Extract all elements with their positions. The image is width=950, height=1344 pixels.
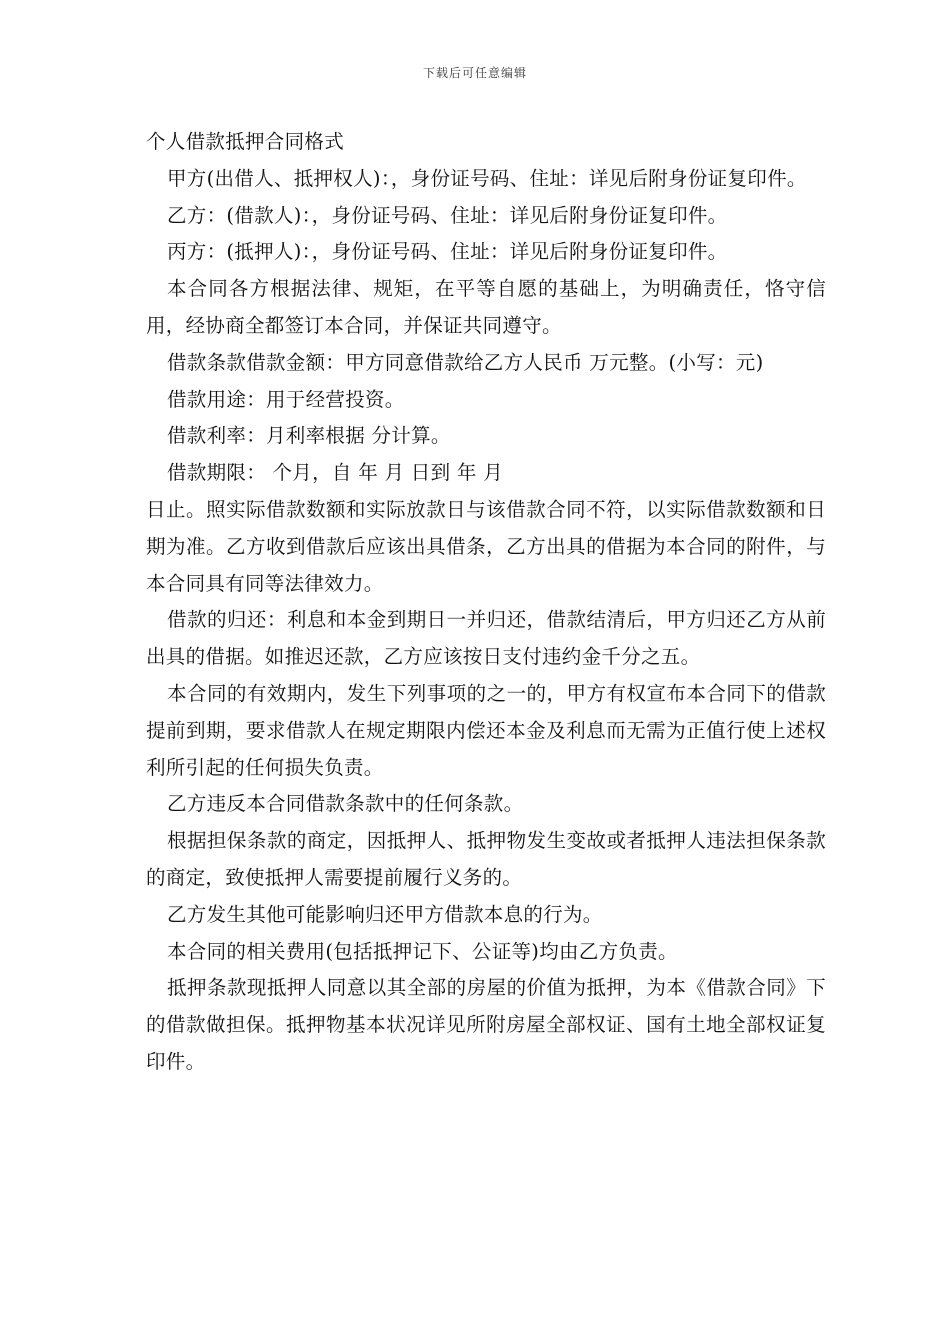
clause-loan-term: 借款期限： 个月，自 年 月 日到 年 月 [167, 461, 503, 485]
clause-guarantee-breach: 根据担保条款的商定，因抵押人、抵押物发生变故或者抵押人违法担保条款的商定，致使抵押人需要提前履行义务的。 [146, 829, 826, 889]
clause-fees: 本合同的相关费用(包括抵押记下、公证等)均由乙方负责。 [167, 939, 678, 963]
clause-loan-term-continued: 日止。照实际借款数额和实际放款日与该借款合同不符，以实际借款数额和日期为准。乙方收到借款后应该出具借条，乙方出具的借据为本合同的附件，与本合同具有同等法律效力。 [146, 497, 826, 595]
clause-interest-rate: 借款利率：月利率根据 分计算。 [167, 424, 451, 448]
clause-breach-terms: 乙方违反本合同借款条款中的任何条款。 [167, 792, 524, 816]
clause-preamble: 本合同各方根据法律、规矩，在平等自愿的基础上，为明确责任，恪守信用，经协商全都签订本合同，并保证共同遵守。 [146, 277, 826, 337]
clause-party-a: 甲方(出借人、抵押权人)：，身份证号码、住址：详见后附身份证复印件。 [167, 166, 807, 190]
clause-repayment: 借款的归还：利息和本金到期日一并归还，借款结清后，甲方归还乙方从前出具的借据。如推迟还款，乙方应该按日支付违约金千分之五。 [146, 608, 826, 669]
page-header-note: 下载后可任意编辑 [422, 66, 527, 80]
clause-loan-amount: 借款条款借款金额：甲方同意借款给乙方人民币 万元整。(小写：元) [167, 350, 764, 374]
clause-loan-purpose: 借款用途：用于经营投资。 [167, 387, 405, 411]
clause-party-c: 丙方：(抵押人)：，身份证号码、住址：详见后附身份证复印件。 [167, 240, 728, 264]
document-body [146, 124, 826, 1081]
clause-acceleration: 本合同的有效期内，发生下列事项的之一的，甲方有权宣布本合同下的借款提前到期，要求借款人在规定期限内偿还本金及利息而无需为正值行使上述权利所引起的任何损失负责。 [146, 681, 826, 779]
clause-party-b: 乙方：(借款人)：，身份证号码、住址：详见后附身份证复印件。 [167, 203, 728, 227]
clause-mortgage: 抵押条款现抵押人同意以其全部的房屋的价值为抵押，为本《借款合同》下的借款做担保。抵押物基本状况详见所附房屋全部权证、国有土地全部权证复印件。 [146, 976, 826, 1073]
document-title: 个人借款抵押合同格式 [146, 130, 345, 153]
clause-other-conduct: 乙方发生其他可能影响归还甲方借款本息的行为。 [167, 902, 603, 926]
